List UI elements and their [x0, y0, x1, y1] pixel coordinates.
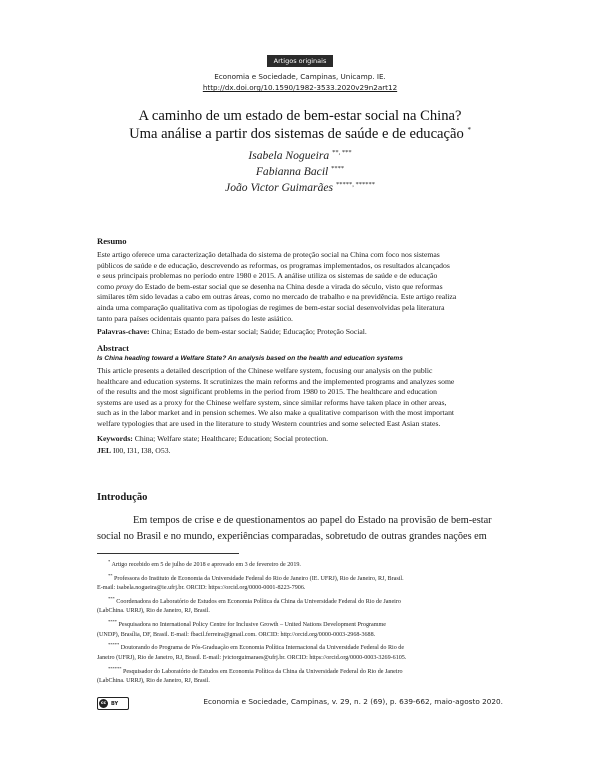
- author-1: [0, 149, 600, 162]
- footnote-rule: [97, 553, 239, 554]
- abstract-line: systems are used as a proxy for the Chinese welfare system, since similar reforms have taken place in other areas,: [97, 397, 447, 407]
- footnote-3-cont: (LabChina. URRJ), Rio de Janeiro, RJ, Brasil.: [97, 608, 210, 615]
- article-title-line-1: A caminho de um estado de bem-estar social na China?: [138, 108, 462, 124]
- intro-line: Em tempos de crise e de questionamentos ao papel do Estado na provisão de bem-estar: [133, 515, 492, 526]
- footnote-text: Pesquisadora no International Policy Centre for Inclusive Growth – United Nations Development Programme: [118, 622, 386, 629]
- keywords: [97, 434, 503, 445]
- article-title-line-2: [0, 126, 600, 143]
- footnote-4: [97, 617, 507, 631]
- journal-name: Economia e Sociedade, Campinas, Unicamp. IE.: [214, 72, 386, 81]
- cc-icon: cc: [100, 701, 107, 706]
- author-mark: **, ***: [332, 149, 352, 157]
- resumo-heading: Resumo: [97, 236, 127, 246]
- resumo-line: Este artigo oferece uma caracterização detalhada do sistema de proteção social na China com foco nos sistemas: [97, 250, 440, 259]
- footnote-2-cont: E-mail: isabela.nogueira@ie.ufrj.br. ORCID: https://orcid.org/0000-0001-8223-7906.: [97, 585, 306, 592]
- abstract-body: [97, 366, 503, 430]
- intro-line: social no Brasil e no mundo, experiências comparadas, sobretudo de outras grandes nações em: [97, 530, 487, 542]
- jel-values: I00, I31, I38, O53.: [113, 446, 171, 455]
- footnote-text: Professora do Instituto de Economia da Universidade Federal do Rio de Janeiro (IE. UFRJ), Rio de Janeiro, RJ, Brasil.: [114, 575, 404, 582]
- resumo-line: públicos de saúde e de educação, descrevendo as reformas, os programas implementados, os resultados alcançados: [97, 260, 450, 270]
- abstract-line: welfare typologies that are used in the literature to study Western countries and some selected East Asian states.: [97, 418, 441, 428]
- footnote-mark: ******: [108, 665, 122, 671]
- cc-by-license-icon[interactable]: [97, 697, 129, 710]
- footnote-6: [97, 664, 507, 678]
- proxy-word: proxy: [116, 281, 134, 291]
- footnote-5-cont: Janeiro (UFRJ), Rio de Janeiro, RJ, Brasil. E-mail: jvictorguimaraes@ufrj.br. ORCID: https://orcid.org/0000-0003-3269-6105.: [97, 654, 407, 661]
- footnote-4-cont: (UNDP), Brasília, DF, Brasil. E-mail: fbacil.ferreira@gmail.com. ORCID: http://orcid.org/0000-0003-2968-3688.: [97, 631, 376, 638]
- abstract-line: This article presents a detailed description of the Chinese welfare system, focusing our analysis on the public: [97, 366, 433, 375]
- keywords-label: Keywords:: [97, 434, 133, 443]
- author-2: [0, 165, 600, 178]
- footnotes: [97, 557, 507, 687]
- author-mark: *****, ******: [335, 181, 375, 189]
- palavras-chave-values: China; Estado de bem-estar social; Saúde; Educação; Proteção Social.: [151, 327, 367, 336]
- resumo-line-4: [97, 282, 503, 293]
- palavras-chave-label: Palavras-chave:: [97, 327, 150, 336]
- footnote-text: Pesquisador do Laboratório de Estudos em Economia Política da China da Universidade Federal do Rio de Janeiro: [123, 668, 403, 675]
- abstract-line: of the results and the most significant problems in the period from 1980 to 2015. The healthcare and education: [97, 387, 437, 397]
- author-3: [0, 181, 600, 194]
- footnote-1: [97, 557, 507, 571]
- footnote-3: [97, 594, 507, 608]
- resumo-line: tanto para países ocidentais quanto para países do leste asiático.: [97, 313, 293, 323]
- abstract-heading: Abstract: [97, 343, 129, 353]
- by-label: BY: [111, 700, 119, 707]
- palavras-chave: [97, 327, 503, 338]
- resumo-line-4-rest: do Estado de bem-estar social que se desenha na China desde a virada do século, visto que reformas: [135, 281, 443, 291]
- footnote-mark: **: [108, 572, 113, 578]
- jel-codes: [97, 446, 503, 457]
- resumo-body: [97, 250, 503, 324]
- author-name: Fabianna Bacil: [255, 165, 329, 178]
- abstract-line: healthcare and education systems. It scrutinizes the main reforms and the implemented programs and analyzes some: [97, 376, 455, 386]
- footnote-2: [97, 571, 507, 585]
- abstract-english-title: Is China heading toward a Welfare State? An analysis based on the health and education systems: [97, 355, 403, 362]
- author-mark: ****: [331, 165, 345, 173]
- intro-body: [97, 513, 503, 544]
- title-footnote-mark: *: [467, 126, 471, 135]
- footnote-text: Doutorando do Programa de Pós-Graduação em Economia Política Internacional da Universidade Federal do Rio de: [120, 645, 405, 652]
- doi-line: [0, 83, 600, 92]
- footnote-6-cont: (LabChina. URRJ), Rio de Janeiro, RJ, Brasil.: [97, 678, 210, 685]
- footnote-text: Coordenadora do Laboratório de Estudos em Economia Política da China da Universidade Federal do Rio de Janeiro: [116, 598, 401, 605]
- section-badge: Artigos originais: [267, 55, 333, 67]
- footnote-mark: ***: [108, 595, 115, 601]
- intro-heading: Introdução: [97, 492, 148, 503]
- author-name: Isabela Nogueira: [248, 149, 330, 162]
- footnote-5: [97, 640, 507, 654]
- article-title-text: Uma análise a partir dos sistemas de saúde e de educação: [129, 126, 464, 142]
- footnote-text: Artigo recebido em 5 de julho de 2018 e aprovado em 3 de fevereiro de 2019.: [111, 562, 301, 569]
- resumo-line: ainda uma comparação qualitativa com as tipologias de regimes de bem-estar social desenvolvidas pela literatura: [97, 302, 445, 312]
- resumo-line: e seus principais problemas no período entre 1980 e 2015. A análise utiliza os sistemas de saúde e de educação: [97, 271, 438, 281]
- abstract-line: such as in the labor market and in pension schemes. We also make a qualitative comparison with the most important: [97, 408, 455, 418]
- resumo-line-4-prefix: como: [97, 281, 115, 291]
- footer-citation: Economia e Sociedade, Campinas, v. 29, n. 2 (69), p. 639-662, maio-agosto 2020.: [203, 697, 503, 706]
- doi-link[interactable]: http://dx.doi.org/10.1590/1982-3533.2020v29n2art12: [202, 83, 398, 92]
- footnote-mark: ****: [108, 619, 117, 625]
- keywords-values: China; Welfare state; Healthcare; Education; Social protection.: [134, 434, 329, 443]
- resumo-line: similares têm sido levadas a cabo em outras áreas, como no mercado de trabalho e na previdência. Este artigo realiza: [97, 292, 457, 302]
- jel-label: JEL: [97, 446, 112, 455]
- footnote-mark: *: [108, 559, 111, 564]
- author-name: João Victor Guimarães: [225, 181, 334, 194]
- footnote-mark: *****: [108, 642, 120, 648]
